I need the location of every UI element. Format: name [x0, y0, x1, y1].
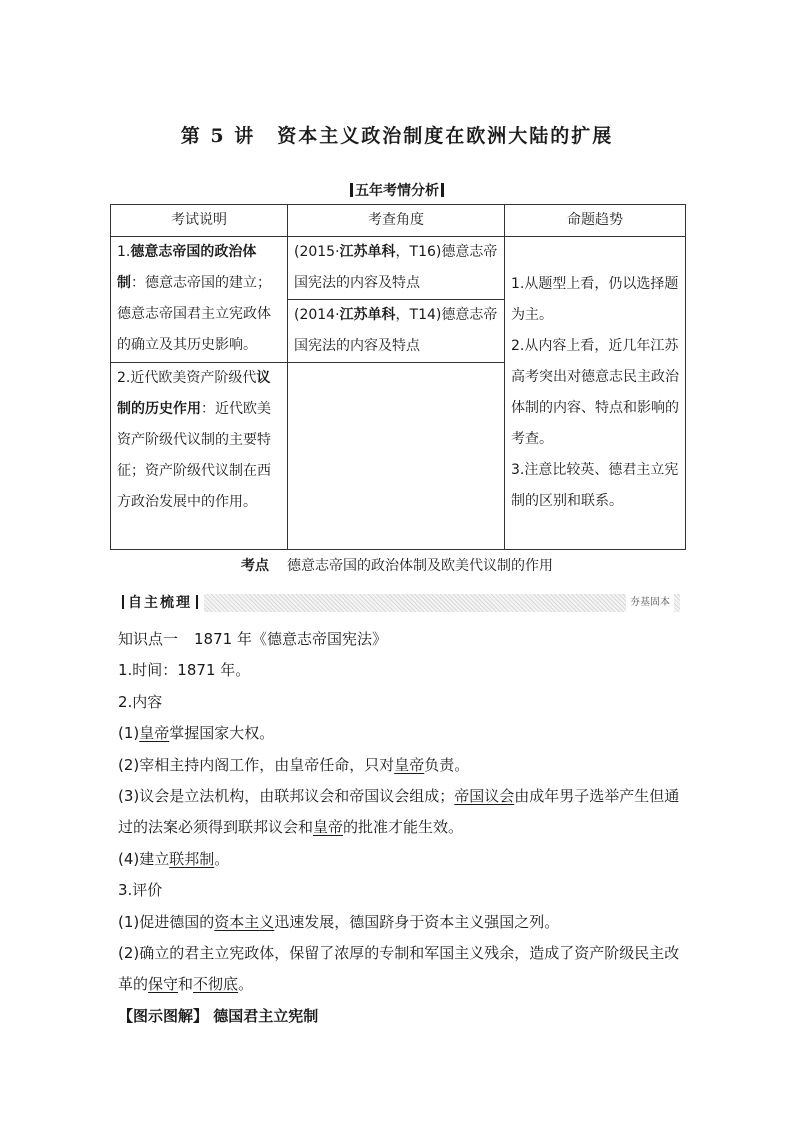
content-text: 掌握国家大权。 — [169, 724, 275, 743]
section-right-tick — [196, 595, 198, 609]
underlined-answer: 皇帝 — [139, 724, 170, 743]
knowledge-point-text: 1871 年《德意志帝国宪法》 — [194, 630, 387, 648]
angle-source: 江苏单科 — [339, 307, 396, 323]
table-header-row — [111, 205, 686, 237]
underlined-answer: 资本主义 — [214, 912, 275, 931]
content-line: (1)皇帝掌握国家大权。 — [118, 724, 275, 743]
content-text: 和 — [178, 975, 194, 994]
exam-point-text: 德意志帝国的政治体制及欧美代议制的作用 — [287, 558, 553, 574]
desc-keyword: 议制的历史作用 — [117, 370, 271, 417]
trend-item: 3.注意比较英、德君主立宪制的区别和联系。 — [511, 462, 679, 509]
table-caption-text: 五年考情分析 — [355, 183, 439, 199]
header-exam-angle: 考查角度 — [288, 205, 505, 237]
diagram-heading: 【图示图解】 德国君主立宪制 — [118, 1006, 319, 1025]
angle-text: ，T16)德意志帝国宪法的内容及特点 — [294, 244, 498, 291]
content-text: 的批准才能生效。 — [343, 818, 464, 837]
content-line — [118, 938, 688, 1001]
desc-keyword: 德意志帝国的政治体制 — [117, 244, 257, 291]
trend-item: 2.从内容上看，近几年江苏高考突出对德意志民主政治体制的内容、特点和影响的考查。 — [511, 338, 679, 447]
exam-trend — [505, 237, 686, 550]
desc-number: 2.近代欧美资产阶级代 — [117, 370, 257, 386]
angle-text: ，T14)德意志帝国宪法的内容及特点 — [294, 307, 498, 354]
lecture-title: 资本主义政治制度在欧洲大陆的扩展 — [277, 125, 614, 147]
page-title — [0, 121, 794, 148]
content-line — [118, 781, 688, 844]
content-line — [118, 844, 688, 875]
underlined-answer: 皇帝 — [313, 818, 344, 837]
caption-left-bar — [350, 183, 353, 197]
content-text: (1)促进德国的 — [118, 912, 215, 931]
section-label — [118, 594, 204, 612]
table-caption — [0, 180, 794, 200]
underlined-answer: 帝国议会 — [454, 787, 515, 806]
angle-year: (2014· — [294, 307, 340, 323]
header-exam-trend: 命题趋势 — [505, 205, 686, 237]
content-text: (3)议会是立法机构，由联邦议会和帝国议会组成； — [118, 787, 455, 806]
knowledge-point-title — [118, 624, 688, 655]
exam-description-1 — [111, 237, 288, 363]
content-line: 1.时间：1871 年。 — [118, 661, 251, 680]
trend-item: 1.从题型上看，仍以选择题为主。 — [511, 276, 679, 323]
underlined-answer: 联邦制 — [169, 849, 215, 868]
exam-angle-2 — [288, 300, 505, 363]
exam-point-label: 考点 — [241, 558, 269, 574]
exam-analysis-table — [110, 204, 686, 550]
exam-angle-empty — [288, 363, 505, 550]
underlined-answer: 不彻底 — [193, 975, 239, 994]
desc-number: 1. — [117, 244, 131, 260]
exam-point-heading — [0, 555, 794, 575]
content-text: 负责。 — [424, 755, 470, 774]
underlined-answer: 保守 — [148, 975, 179, 994]
content-text: (2)宰相主持内阁工作，由皇帝任命，只对 — [118, 755, 395, 774]
content-line — [118, 907, 688, 938]
angle-source: 江苏单科 — [339, 244, 396, 260]
header-exam-description: 考试说明 — [111, 205, 288, 237]
underlined-answer: 皇帝 — [394, 755, 425, 774]
content-line: 2.内容 — [118, 692, 163, 711]
exam-angle-1 — [288, 237, 505, 300]
desc-text: ：德意志帝国的建立；德意志帝国君主立宪政体的确立及其历史影响。 — [117, 275, 271, 353]
knowledge-point-label: 知识点一 — [118, 630, 179, 648]
lecture-number: 第 5 讲 — [180, 125, 256, 147]
content-line: 3.评价 — [118, 881, 163, 900]
knowledge-content — [118, 624, 688, 1032]
table-row — [111, 237, 686, 300]
exam-description-2 — [111, 363, 288, 550]
content-text: 迅速发展，德国跻身于资本主义强国之列。 — [274, 912, 560, 931]
content-text: (4)建立 — [118, 849, 170, 868]
content-line — [118, 750, 688, 781]
content-text: (2)确立的君主立宪政体，保留了浓厚的专制和军国主义残余，造成了资产阶级民主改革的 — [118, 944, 680, 994]
content-text: 。 — [238, 975, 254, 994]
section-left-tick — [122, 595, 124, 609]
section-tag: 夯基固本 — [626, 594, 674, 612]
desc-text: ：近代欧美资产阶级代议制的主要特征；资产阶级代议制在西方政治发展中的作用。 — [117, 401, 271, 510]
caption-right-bar — [441, 183, 444, 197]
angle-year: (2015· — [294, 244, 340, 260]
content-text: 由成年男子选举产生但通过的法案必须得到联邦议会和 — [118, 787, 680, 837]
content-text: 。 — [214, 849, 230, 868]
section-header-bar — [118, 594, 680, 612]
section-label-text: 自主梳理 — [128, 595, 192, 611]
